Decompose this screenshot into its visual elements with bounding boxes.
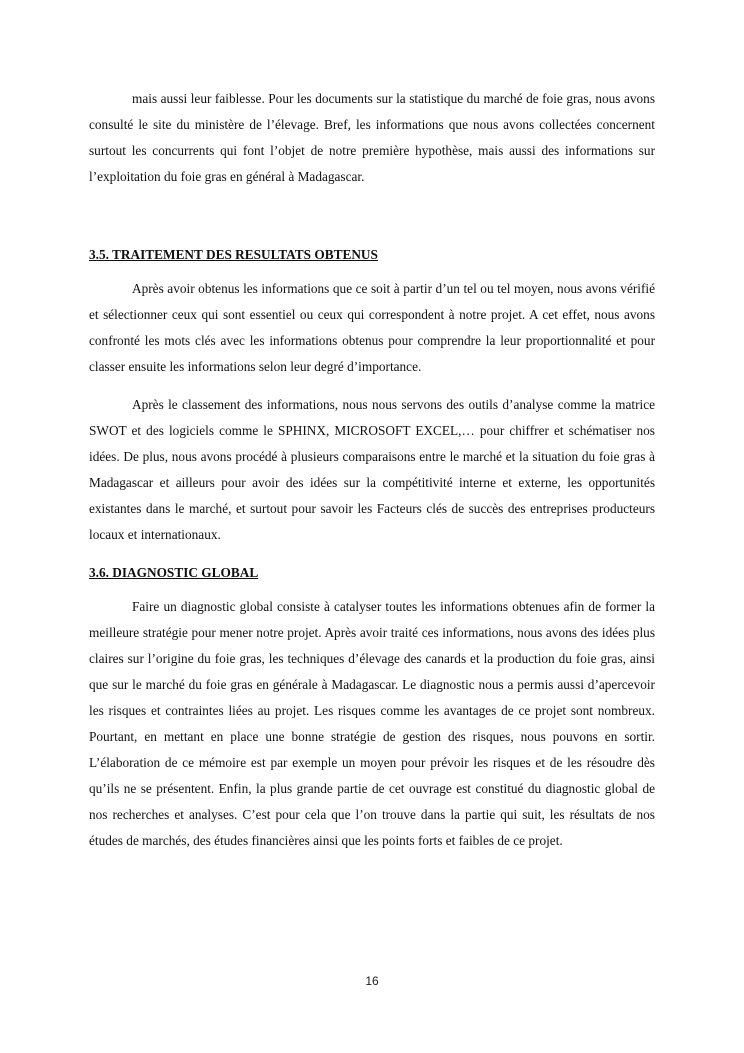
section-3-5-paragraph-1: Après avoir obtenus les informations que ce soit à partir d’un tel ou tel moyen, nous avons vérifié et sélectionner ceux qui sont essentiel ou ceux qui correspondent à notre projet. A cet effet, nous avons confronté les mots clés avec les informations obtenus pour comprendre la leur proportionnalité et pour classer ensuite les informations selon leur degré d’importance. [89, 281, 655, 374]
intro-paragraph: mais aussi leur faiblesse. Pour les documents sur la statistique du marché de foie gras, nous avons consulté le site du ministère de l’élevage. Bref, les informations que nous avons collectées concernent surtout les concurrents qui font l’objet de notre première hypothèse, mais aussi des informations sur l’exploitation du foie gras en général à Madagascar. [89, 91, 655, 184]
section-heading-3-6: 3.6. DIAGNOSTIC GLOBAL [89, 565, 259, 580]
paragraph-spacer [89, 380, 655, 392]
section-3-6-paragraph-1: Faire un diagnostic global consiste à catalyser toutes les informations obtenues afin de former la meilleure stratégie pour mener notre projet. Après avoir traité ces informations, nous avons des idées plus claires sur l’origine du foie gras, les techniques d’élevage des canards et la production du foie gras, ainsi que sur le marché du foie gras en générale à Madagascar. Le diagnostic nous a permis aussi d’apercevoir les risques et contraintes liées au projet. Les risques comme les avantages de ce projet sont nombreux. Pourtant, en mettant en place une bonne stratégie de gestion des risques, nous pouvons en sortir. L’élaboration de ce mémoire est par exemple un moyen pour prévoir les risques et de les résoudre dès qu’ils ne se présentent. Enfin, la plus grande partie de cet ouvrage est constitué du diagnostic global de nos recherches et analyses. C’est pour cela que l’on trouve dans la partie qui suit, les résultats de nos études de marchés, des études financières ainsi que les points forts et faibles de ce projet. [89, 599, 655, 848]
section-spacer [89, 190, 655, 242]
page-number: 16 [365, 974, 379, 988]
section-3-5-paragraph-2: Après le classement des informations, nous nous servons des outils d’analyse comme la matrice SWOT et des logiciels comme le SPHINX, MICROSOFT EXCEL,… pour chiffrer et schématiser nos idées. De plus, nous avons procédé à plusieurs comparaisons entre le marché et la situation du foie gras à Madagascar et ailleurs pour avoir des idées sur la compétitivité interne et externe, les opportunités existantes dans le marché, et surtout pour savoir les Facteurs clés de succès des entreprises producteurs locaux et internationaux. [89, 397, 655, 542]
document-page [89, 86, 655, 854]
heading-spacer [89, 586, 655, 594]
section-heading-3-5: 3.5. TRAITEMENT DES RESULTATS OBTENUS [89, 247, 378, 262]
heading-spacer [89, 268, 655, 276]
section-spacer [89, 548, 655, 560]
